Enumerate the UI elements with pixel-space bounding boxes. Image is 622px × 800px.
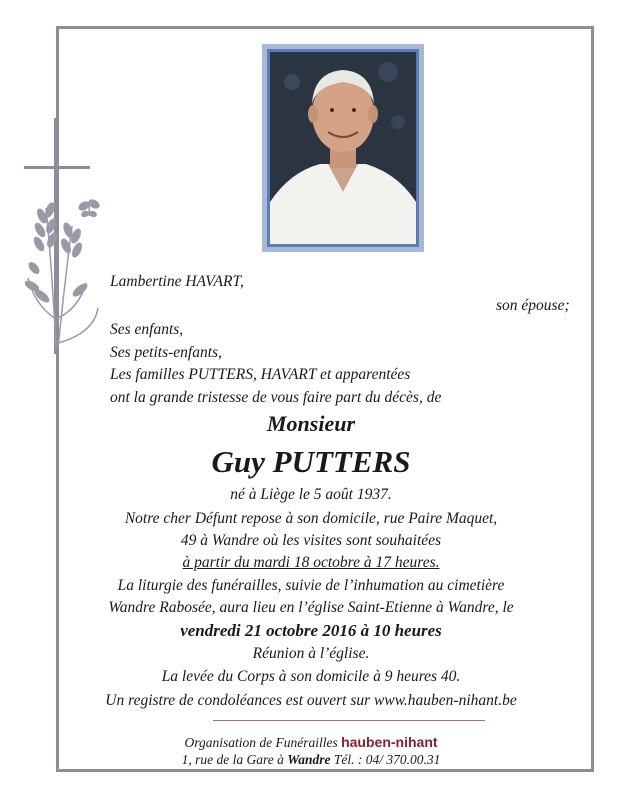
- visits-line: à partir du mardi 18 octobre à 17 heures.: [182, 554, 440, 571]
- levee-line: La levée du Corps à son domicile à 9 heures 40.: [161, 668, 461, 685]
- rest-line-2: 49 à Wandre où les visites sont souhaitées: [180, 532, 442, 549]
- portrait-photo: [262, 44, 424, 252]
- footer-address-town: Wandre: [287, 752, 331, 767]
- announce-line: ont la grande tristesse de vous faire part du décès, de: [110, 389, 442, 406]
- footer-address: [0, 753, 622, 767]
- portrait-frame: [267, 49, 419, 247]
- footer-address-prefix: 1, rue de la Gare à: [181, 752, 284, 767]
- registry-line: Un registre de condoléances est ouvert sur www.hauben-nihant.be: [105, 692, 517, 709]
- grandchildren-line: Ses petits-enfants,: [110, 344, 222, 361]
- footer-org-prefix: Organisation de Funérailles: [184, 735, 338, 750]
- footer-divider: [213, 720, 485, 721]
- footer-organisation: [0, 735, 622, 750]
- liturgy-line-1: La liturgie des funérailles, suivie de l’inhumation au cimetière: [117, 577, 505, 594]
- birth-line: né à Liège le 5 août 1937.: [230, 486, 392, 503]
- cross-with-wheat-and-butterfly-icon: [24, 118, 104, 358]
- footer-phone: Tél. : 04/ 370.00.31: [333, 752, 441, 767]
- children-line: Ses enfants,: [110, 321, 184, 338]
- spouse-role: son épouse;: [496, 297, 570, 314]
- spouse-line: Lambertine HAVART,: [110, 273, 244, 290]
- meeting-line: Réunion à l’église.: [252, 645, 370, 662]
- families-line: Les familles PUTTERS, HAVART et apparentées: [110, 366, 411, 383]
- ceremony-date: vendredi 21 octobre 2016 à 10 heures: [180, 621, 442, 640]
- liturgy-line-2: Wandre Rabosée, aura lieu en l’église Saint-Etienne à Wandre, le: [108, 599, 514, 616]
- rest-line-1: Notre cher Défunt repose à son domicile, rue Paire Maquet,: [124, 510, 498, 527]
- deceased-title: Monsieur: [266, 411, 356, 436]
- brand-logo: hauben-nihant: [341, 734, 438, 750]
- deceased-name: Guy PUTTERS: [211, 444, 411, 479]
